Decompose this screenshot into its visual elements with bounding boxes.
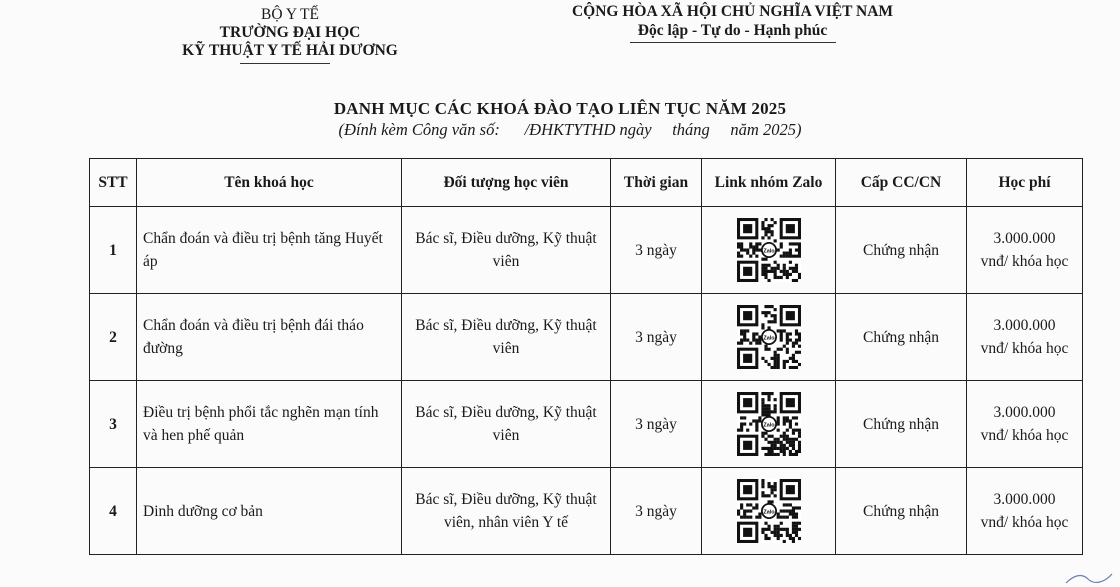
zalo-qr-code-icon[interactable] bbox=[737, 218, 801, 282]
zalo-qr-code-icon[interactable] bbox=[737, 392, 801, 456]
row-number: 4 bbox=[90, 468, 137, 555]
republic-name: CỘNG HÒA XÃ HỘI CHỦ NGHĨA VIỆT NAM bbox=[571, 3, 894, 20]
course-name: Chẩn đoán và điều trị bệnh đái tháo đường bbox=[137, 294, 402, 381]
fee-unit: vnđ/ khóa học bbox=[980, 427, 1069, 444]
fee-amount: 3.000.000 bbox=[993, 491, 1056, 508]
svg-text:Zalo: Zalo bbox=[762, 335, 775, 342]
fee-amount: 3.000.000 bbox=[993, 230, 1056, 247]
zalo-link-cell bbox=[702, 294, 836, 381]
national-motto: Độc lập - Tự do - Hạnh phúc bbox=[637, 22, 828, 39]
course-fee bbox=[967, 381, 1083, 468]
column-header-certificate: Cấp CC/CN bbox=[836, 159, 967, 207]
university-name-line2: KỸ THUẬT Y TẾ HẢI DƯƠNG bbox=[182, 42, 398, 59]
fee-unit: vnđ/ khóa học bbox=[980, 514, 1069, 531]
table-row bbox=[90, 468, 1083, 555]
course-duration: 3 ngày bbox=[611, 381, 702, 468]
document-subtitle: (Đính kèm Công văn số: /ĐHKTYTHD ngày tháng năm 2025) bbox=[338, 120, 802, 139]
national-header bbox=[540, 2, 925, 40]
table-row bbox=[90, 207, 1083, 294]
course-audience: Bác sĩ, Điều dưỡng, Kỹ thuật viên bbox=[402, 381, 611, 468]
course-audience: Bác sĩ, Điều dưỡng, Kỹ thuật viên bbox=[402, 294, 611, 381]
zalo-link-cell bbox=[702, 207, 836, 294]
svg-text:Zalo: Zalo bbox=[762, 509, 775, 516]
course-table bbox=[89, 158, 1083, 555]
university-name-line1: TRƯỜNG ĐẠI HỌC bbox=[219, 24, 361, 41]
zalo-qr-code-icon[interactable] bbox=[737, 479, 801, 543]
column-header-zalo-link: Link nhóm Zalo bbox=[702, 159, 836, 207]
zalo-link-cell bbox=[702, 468, 836, 555]
course-certificate: Chứng nhận bbox=[836, 381, 967, 468]
course-name: Dinh dưỡng cơ bản bbox=[137, 468, 402, 555]
svg-text:Zalo: Zalo bbox=[762, 422, 775, 429]
row-number: 3 bbox=[90, 381, 137, 468]
course-certificate: Chứng nhận bbox=[836, 207, 967, 294]
zalo-qr-code-icon[interactable] bbox=[737, 305, 801, 369]
course-name: Chẩn đoán và điều trị bệnh tăng Huyết áp bbox=[137, 207, 402, 294]
table-row bbox=[90, 381, 1083, 468]
ministry-name: BỘ Y TẾ bbox=[261, 6, 319, 23]
table-row bbox=[90, 294, 1083, 381]
course-certificate: Chứng nhận bbox=[836, 468, 967, 555]
course-duration: 3 ngày bbox=[611, 294, 702, 381]
course-duration: 3 ngày bbox=[611, 468, 702, 555]
row-number: 1 bbox=[90, 207, 137, 294]
row-number: 2 bbox=[90, 294, 137, 381]
table-header-row bbox=[90, 159, 1083, 207]
fee-amount: 3.000.000 bbox=[993, 317, 1056, 334]
fee-unit: vnđ/ khóa học bbox=[980, 340, 1069, 357]
document-title: DANH MỤC CÁC KHOÁ ĐÀO TẠO LIÊN TỤC NĂM 2025 bbox=[333, 99, 787, 118]
svg-text:Zalo: Zalo bbox=[762, 248, 775, 255]
column-header-stt: STT bbox=[90, 159, 137, 207]
issuing-organization bbox=[170, 6, 410, 60]
column-header-course-name: Tên khoá học bbox=[137, 159, 402, 207]
course-audience: Bác sĩ, Điều dưỡng, Kỹ thuật viên bbox=[402, 207, 611, 294]
course-fee bbox=[967, 294, 1083, 381]
course-duration: 3 ngày bbox=[611, 207, 702, 294]
column-header-audience: Đối tượng học viên bbox=[402, 159, 611, 207]
motto-underline bbox=[630, 42, 836, 43]
column-header-fee: Học phí bbox=[967, 159, 1083, 207]
zalo-link-cell bbox=[702, 381, 836, 468]
course-audience: Bác sĩ, Điều dưỡng, Kỹ thuật viên, nhân viên Y tế bbox=[402, 468, 611, 555]
column-header-duration: Thời gian bbox=[611, 159, 702, 207]
fee-unit: vnđ/ khóa học bbox=[980, 253, 1069, 270]
course-certificate: Chứng nhận bbox=[836, 294, 967, 381]
course-name: Điều trị bệnh phổi tắc nghẽn mạn tính và hen phế quản bbox=[137, 381, 402, 468]
header-divider bbox=[240, 63, 330, 64]
fee-amount: 3.000.000 bbox=[993, 404, 1056, 421]
signature-mark bbox=[1064, 571, 1114, 585]
course-fee bbox=[967, 207, 1083, 294]
course-fee bbox=[967, 468, 1083, 555]
